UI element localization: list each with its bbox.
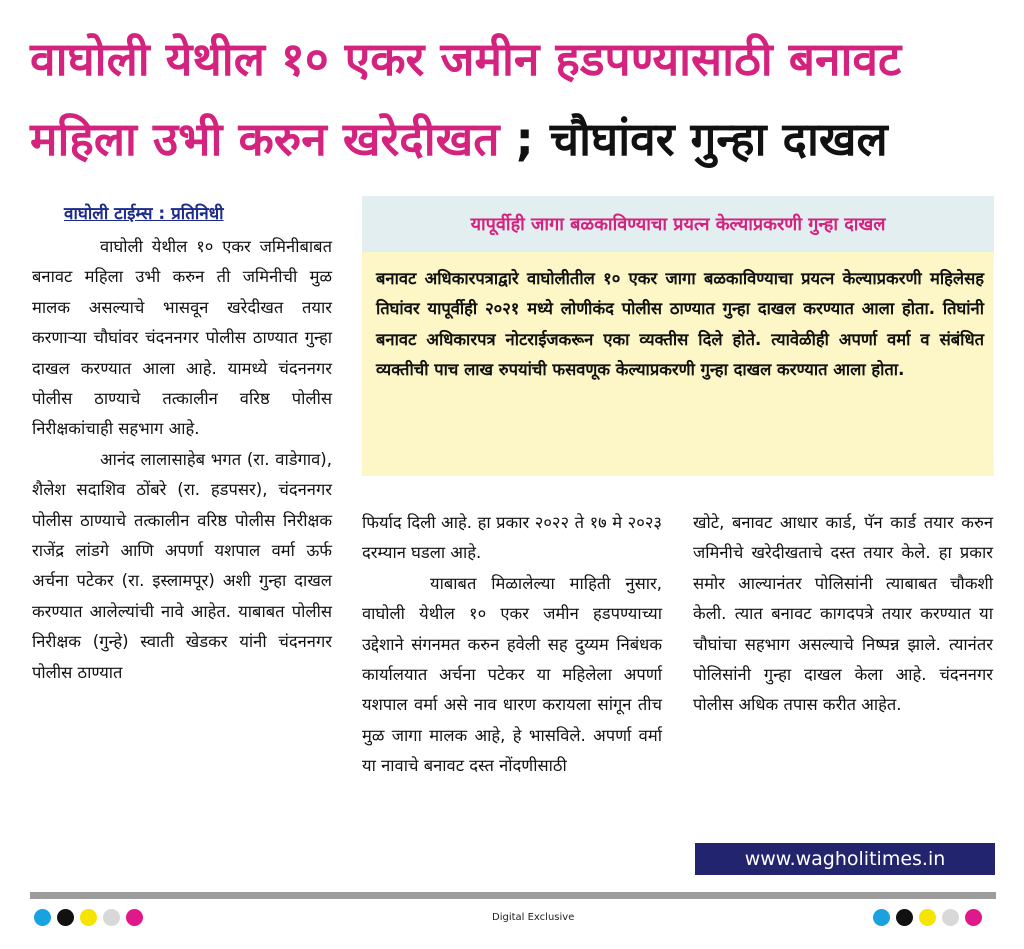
headline-line-2	[30, 110, 888, 168]
column-1-paragraph-1: वाघोली येथील १० एकर जमिनीबाबत बनावट महिला उभी करुन ती जमिनीची मुळ मालक असल्याचे भासवून खरेदीखत तयार करणाऱ्या चौघांवर चंदननगर पोलीस ठाण्यात गुन्हा दाखल करण्यात आला आहे. यामध्ये चंदननगर पोलीस ठाण्याचे तत्कालीन वरिष्ठ पोलीस निरीक्षकांचाही सहभाग आहे.	[32, 237, 332, 439]
registration-marks-left	[34, 909, 143, 926]
headline-line-2-pink: महिला उभी करुन खरेदीखत	[30, 112, 500, 166]
sidebar-text: बनावट अधिकारपत्राद्वारे वाघोलीतील १० एकर जागा बळकाविण्याचा प्रयत्न केल्याप्रकरणी महिलेसह तिघांवर यापूर्वीही २०२१ मध्ये लोणीकंद पोलीस ठाण्यात गुन्हा दाखल करण्यात आला होता. तिघांनी बनावट अधिकारपत्र नोटराईजकरून एका व्यक्तीस दिले होते. त्यावेळीही अपर्णा वर्मा व संबंधित व्यक्तीची पाच लाख रुपयांची फसवणूक केल्याप्रकरणी गुन्हा दाखल करण्यात आला होता.	[376, 269, 984, 380]
yellow-dot-icon	[80, 909, 97, 926]
headline-line-2-black: चौघांवर गुन्हा दाखल	[549, 112, 888, 166]
byline: वाघोली टाईम्स : प्रतिनिधी	[64, 204, 224, 224]
registration-marks-right	[873, 909, 982, 926]
magenta-dot-icon	[965, 909, 982, 926]
article-column-2	[362, 508, 662, 782]
magenta-dot-icon	[126, 909, 143, 926]
grey-dot-icon	[942, 909, 959, 926]
footer-divider-bar	[30, 892, 996, 899]
yellow-dot-icon	[919, 909, 936, 926]
column-1-paragraph-2: आनंद लालासाहेब भगत (रा. वाडेगाव), शैलेश सदाशिव ठोंबरे (रा. हडपसर), चंदननगर पोलीस ठाण्याचे तत्कालीन वरिष्ठ पोलीस निरीक्षक राजेंद्र लांडगे आणि अपर्णा यशपाल वर्मा ऊर्फ अर्चना पटेकर (रा. इस्लामपूर) अशी गुन्हा दाखल करण्यात आलेल्यांची नावे आहेत. याबाबत पोलीस निरीक्षक (गुन्हे) स्वाती खेडकर यांनी चंदननगर पोलीस ठाण्यात	[32, 449, 332, 682]
sidebar-heading: यापूर्वीही जागा बळकाविण्याचा प्रयत्न केल्याप्रकरणी गुन्हा दाखल	[362, 196, 994, 252]
website-url-banner[interactable]: www.wagholitimes.in	[695, 843, 995, 875]
sidebar-box	[362, 196, 994, 476]
headline-line-1: वाघोली येथील १० एकर जमीन हडपण्यासाठी बनावट	[30, 32, 902, 86]
black-dot-icon	[896, 909, 913, 926]
column-2-paragraph-2: याबाबत मिळालेल्या माहिती नुसार, वाघोली येथील १० एकर जमीन हडपण्याच्या उद्देशाने संगनमत करुन हवेली सह दुय्यम निबंधक कार्यालयात अर्चना पटेकर या महिलेला अपर्णा यशपाल वर्मा असे नाव धारण करायला सांगून तीच मुळ जागा मालक आहे, हे भासविले. अपर्णा वर्मा या नावाचे बनावट दस्त नोंदणीसाठी	[362, 573, 662, 776]
footer-digital-exclusive: Digital Exclusive	[492, 912, 575, 923]
black-dot-icon	[57, 909, 74, 926]
grey-dot-icon	[103, 909, 120, 926]
cyan-dot-icon	[34, 909, 51, 926]
column-3-paragraph-1: खोटे, बनावट आधार कार्ड, पॅन कार्ड तयार करुन जमिनीचे खरेदीखताचे दस्त तयार केले. हा प्रकार समोर आल्यानंतर पोलिसांनी त्याबाबत चौकशी केली. त्यात बनावट कागदपत्रे तयार करण्यात या चौघांचा सहभाग असल्याचे निष्पन्न झाले. त्यानंतर पोलिसांनी गुन्हा दाखल केला आहे. चंदननगर पोलीस अधिक तपास करीत आहेत.	[693, 513, 993, 715]
article-column-1	[32, 232, 332, 688]
cyan-dot-icon	[873, 909, 890, 926]
article-column-3	[693, 508, 993, 721]
column-2-paragraph-1: फिर्याद दिली आहे. हा प्रकार २०२२ ते १७ मे २०२३ दरम्यान घडला आहे.	[362, 513, 662, 563]
headline-separator: ;	[499, 112, 550, 166]
